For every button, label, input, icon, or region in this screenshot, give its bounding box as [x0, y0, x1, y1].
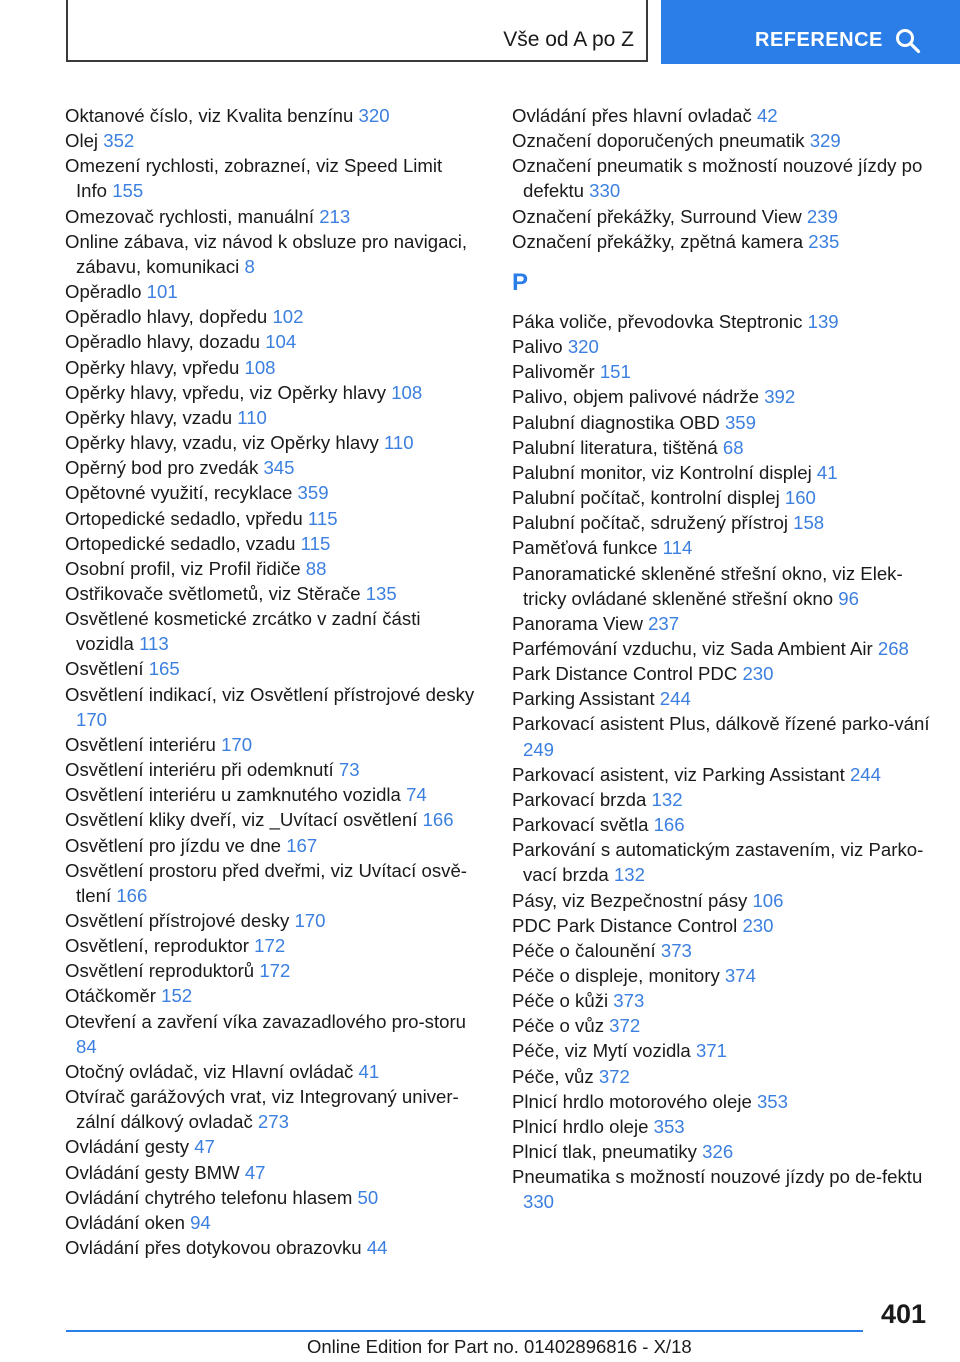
- index-entry: [65, 103, 477, 128]
- index-entry-page-link[interactable]: 359: [724, 411, 756, 433]
- index-entry-text: Online zábava, viz návod k obsluze pro navigaci, zábavu, komunikaci: [65, 230, 468, 277]
- index-entry: [512, 1013, 932, 1038]
- index-entry-text: Omezovač rychlosti, manuální: [65, 205, 315, 227]
- footer-edition-text: Online Edition for Part no. 01402896816 - X/18: [307, 1336, 692, 1357]
- index-entry: [65, 279, 477, 304]
- index-entry-text: Opěrky hlavy, vzadu, viz Opěrky hlavy: [65, 432, 379, 454]
- index-entry-page-link[interactable]: 108: [391, 381, 423, 403]
- index-entry-text: Paměťová funkce: [512, 537, 658, 559]
- index-entry-page-link[interactable]: 8: [244, 255, 255, 277]
- index-entry-page-link[interactable]: 320: [567, 336, 599, 358]
- index-entry-text: Plnicí tlak, pneumatiky: [512, 1141, 697, 1163]
- index-entry-page-link[interactable]: 371: [695, 1040, 727, 1062]
- index-entry-text: Ostřikovače světlometů, viz Stěrače: [65, 582, 361, 604]
- index-entry-page-link[interactable]: 155: [112, 180, 144, 202]
- index-entry: [65, 833, 477, 858]
- index-entry-page-link[interactable]: 330: [589, 180, 621, 202]
- reference-tab[interactable]: [661, 0, 960, 64]
- header-section-tab: [66, 0, 648, 62]
- index-entry-page-link[interactable]: 374: [724, 965, 756, 986]
- index-entry-text: Opěradlo hlavy, dopředu: [65, 306, 268, 328]
- index-entry-page-link[interactable]: 326: [702, 1141, 734, 1163]
- index-entry-text: Opěrky hlavy, vpředu, viz Opěrky hlavy: [65, 381, 387, 403]
- index-entry-page-link[interactable]: 353: [756, 1090, 788, 1112]
- index-entry: [512, 837, 932, 887]
- index-entry: [65, 531, 477, 556]
- index-entry-page-link[interactable]: 170: [76, 708, 108, 730]
- index-entry-text: Osvětlení přístrojové desky: [65, 910, 290, 931]
- index-entry: [512, 535, 932, 560]
- index-entry-page-link[interactable]: 73: [338, 759, 360, 781]
- index-entry-page-link[interactable]: 104: [265, 331, 297, 353]
- index-entry-text: Parkovací asistent, viz Parking Assistant: [512, 763, 845, 785]
- index-entry-page-link[interactable]: 50: [357, 1186, 379, 1208]
- index-entry: [65, 682, 477, 732]
- index-entry: [512, 988, 932, 1013]
- index-entry-page-link[interactable]: 114: [662, 537, 693, 559]
- index-entry: [512, 1038, 932, 1063]
- index-entry: [512, 435, 932, 460]
- index-entry-text: Omezení rychlosti, zobraznеí, viz Speed Limit Info: [65, 155, 443, 202]
- index-entry-page-link[interactable]: 166: [116, 884, 148, 906]
- index-entry-text: Palubní počítač, sdružený přístroj: [512, 512, 788, 534]
- index-entry: [512, 888, 932, 913]
- index-entry: [512, 334, 932, 359]
- index-entry: [65, 908, 477, 933]
- index-entry: [512, 963, 932, 988]
- index-entry: [65, 782, 477, 807]
- index-entry-page-link[interactable]: 135: [365, 582, 397, 604]
- section-letter: P: [512, 268, 529, 296]
- index-entry: [512, 938, 932, 963]
- index-entry-text: Parkovací asistent Plus, dálkově řízené parko-vání: [512, 713, 930, 735]
- index-entry: [65, 405, 477, 430]
- index-entry: [65, 128, 477, 153]
- index-entry-text: Osvětlení pro jízdu ve dne: [65, 834, 282, 856]
- index-entry-page-link[interactable]: 108: [244, 356, 276, 378]
- index-entry-page-link[interactable]: 132: [651, 788, 683, 810]
- index-entry: [512, 812, 932, 837]
- index-entry: [65, 606, 477, 656]
- index-entry-page-link[interactable]: 170: [221, 733, 253, 755]
- index-entry-text: Oktanové číslo, viz Kvalita benzínu: [65, 105, 354, 126]
- index-entry: [65, 858, 477, 908]
- index-entry: [65, 506, 477, 531]
- index-entry-page-link[interactable]: 268: [877, 637, 909, 659]
- index-entry: [65, 958, 477, 983]
- index-entry: [65, 480, 477, 505]
- index-entry-page-link[interactable]: 330: [523, 1191, 555, 1213]
- index-entry: [512, 1064, 932, 1089]
- index-entry-text: Označení pneumatik s možností nouzové jízdy po defektu: [512, 155, 923, 202]
- index-entry-text: Palubní počítač, kontrolní displej: [512, 487, 780, 509]
- index-entry: [65, 933, 477, 958]
- index-entry: [65, 1160, 477, 1185]
- index-entry-text: Panoramatické skleněné střešní okno, viz Elek-tricky ovládané skleněné střešní okno: [512, 562, 903, 609]
- index-entry: [512, 153, 932, 203]
- index-entry-text: Palubní literatura, tištěná: [512, 436, 718, 458]
- index-entry-text: Opěradlo hlavy, dozadu: [65, 331, 261, 353]
- index-entry-page-link[interactable]: 158: [793, 512, 825, 534]
- index-entry-text: Péče o kůži: [512, 990, 609, 1012]
- index-entry: [65, 355, 477, 380]
- index-entry-text: Opěradlo: [65, 281, 142, 303]
- index-entry-text: Péče o displeje, monitory: [512, 965, 720, 986]
- index-entry-text: Ovládání přes dotykovou obrazovku: [65, 1237, 362, 1259]
- index-entry: [512, 611, 932, 636]
- index-entry-text: Otevření a zavření víka zavazadlového pro-storu: [65, 1010, 467, 1032]
- index-entry-text: Plnicí hrdlo motorového oleje: [512, 1090, 752, 1112]
- index-entry: [65, 329, 477, 354]
- index-entry: [65, 153, 477, 203]
- index-entry-page-link[interactable]: 329: [809, 130, 841, 152]
- index-entry: [512, 1164, 932, 1214]
- index-entry: [65, 1084, 477, 1134]
- index-entry-text: Označení doporučených pneumatik: [512, 130, 805, 152]
- index-entry: [512, 1114, 932, 1139]
- index-entry-text: Palubní monitor, viz Kontrolní displej: [512, 461, 812, 483]
- index-entry: [65, 1185, 477, 1210]
- index-entry-text: Osvětlení: [65, 658, 144, 680]
- index-entry: [65, 430, 477, 455]
- index-entry-page-link[interactable]: 68: [722, 436, 744, 458]
- index-entry-page-link[interactable]: 132: [613, 864, 645, 886]
- index-entry-page-link[interactable]: 88: [305, 557, 327, 579]
- index-entry-page-link[interactable]: 110: [237, 406, 267, 428]
- index-entry-page-link[interactable]: 230: [742, 914, 774, 936]
- index-entry: [512, 229, 932, 254]
- index-entry-text: Otáčkoměr: [65, 985, 156, 1007]
- index-entry-text: Péče, vůz: [512, 1065, 594, 1087]
- index-entry-text: Osvětlení indikací, viz Osvětlení přístrojové desky: [65, 683, 475, 705]
- index-entry-page-link[interactable]: 320: [358, 105, 390, 126]
- index-entry-text: Osvětlení interiéru u zamknutého vozidla: [65, 784, 401, 806]
- footer-divider: [66, 1330, 863, 1332]
- index-entry-text: Palivo, objem palivové nádrže: [512, 386, 760, 408]
- index-entry: [512, 460, 932, 485]
- index-entry-text: Panorama View: [512, 612, 643, 634]
- index-entry-text: Parkování s automatickým zastavením, viz Parko-vací brzda: [512, 839, 924, 886]
- index-entry: [512, 762, 932, 787]
- index-entry-text: Otvírač garážových vrat, viz Integrovaný univer-zální dálkový ovladač: [65, 1086, 459, 1133]
- index-entry-text: Osvětlení, reproduktor: [65, 935, 249, 957]
- index-entry-text: Pásy, viz Bezpečnostní pásy: [512, 889, 748, 911]
- index-entry-page-link[interactable]: 373: [660, 939, 692, 961]
- index-entry-page-link[interactable]: 172: [254, 935, 286, 957]
- index-entry-page-link[interactable]: 373: [613, 990, 645, 1012]
- index-entry-text: Osvětlení interiéru při odemknutí: [65, 759, 334, 781]
- index-entry-text: Park Distance Control PDC: [512, 663, 738, 685]
- index-entry-text: PDC Park Distance Control: [512, 914, 738, 936]
- index-entry-page-link[interactable]: 152: [161, 985, 193, 1007]
- index-entry-page-link[interactable]: 166: [422, 809, 454, 831]
- index-entry: [512, 359, 932, 384]
- search-icon[interactable]: [895, 28, 921, 54]
- index-entry: [512, 787, 932, 812]
- index-entry: [512, 686, 932, 711]
- index-entry-page-link[interactable]: 47: [194, 1136, 215, 1158]
- index-entry-page-link[interactable]: 244: [659, 688, 691, 710]
- index-entry-text: Osvětlení kliky dveří, viz _Uvítací osvětlení: [65, 809, 418, 831]
- index-entry-page-link[interactable]: 106: [752, 889, 784, 911]
- index-entry-text: Pneumatika s možností nouzové jízdy po de-fektu: [512, 1166, 923, 1188]
- index-entry-page-link[interactable]: 160: [784, 487, 816, 509]
- index-entry-text: Péče o vůz: [512, 1015, 604, 1037]
- index-entry: [512, 309, 932, 334]
- index-entry-text: Péče o čalounění: [512, 939, 656, 961]
- index-entry-text: Palubní diagnostika OBD: [512, 411, 720, 433]
- index-entry-text: Opěrný bod pro zvedák: [65, 457, 259, 479]
- index-entry: [65, 1235, 477, 1260]
- index-entry: [65, 380, 477, 405]
- index-entry-page-link[interactable]: 166: [653, 814, 685, 836]
- index-entry-page-link[interactable]: 352: [103, 130, 135, 152]
- index-entry-page-link[interactable]: 44: [366, 1237, 388, 1259]
- index-entry-text: Ovládání gesty: [65, 1136, 190, 1158]
- index-entry-page-link[interactable]: 139: [807, 310, 839, 332]
- index-entry: [65, 304, 477, 329]
- index-entry-text: Ovládání gesty BMW: [65, 1161, 240, 1183]
- index-entry-text: Označení překážky, Surround View: [512, 205, 802, 227]
- index-entry: [512, 1139, 932, 1164]
- index-entry-page-link[interactable]: 392: [764, 386, 796, 408]
- index-entry-text: Parfémování vzduchu, viz Sada Ambient Air: [512, 637, 873, 659]
- index-column-left: [65, 103, 477, 1260]
- index-entry-text: Palivoměr: [512, 361, 595, 383]
- index-entry-text: Ortopedické sedadlo, vpředu: [65, 507, 303, 529]
- index-entry-page-link[interactable]: 41: [358, 1060, 380, 1082]
- index-entry-page-link[interactable]: 372: [598, 1065, 630, 1087]
- index-entry: [512, 204, 932, 229]
- index-entry: [512, 384, 932, 409]
- index-entry: [65, 1210, 477, 1235]
- index-entry-page-link[interactable]: 101: [146, 281, 178, 303]
- index-entry-text: Ovládání chytrého telefonu hlasem: [65, 1186, 353, 1208]
- index-entry-text: Osvětlení reproduktorů: [65, 960, 255, 982]
- index-entry: [65, 732, 477, 757]
- index-entry-text: Parkovací světla: [512, 814, 649, 836]
- index-entry-page-link[interactable]: 244: [849, 763, 881, 785]
- index-entry-page-link[interactable]: 151: [599, 361, 631, 383]
- index-entry: [512, 103, 932, 128]
- index-entry-text: Osvětlené kosmetické zrcátko v zadní části vozidla: [65, 608, 421, 655]
- index-entry-page-link[interactable]: 41: [816, 461, 838, 483]
- index-entry: [512, 1089, 932, 1114]
- index-entry: [65, 1134, 477, 1159]
- index-entry-text: Olej: [65, 130, 99, 152]
- section-title: Vše od A po Z: [503, 28, 634, 51]
- index-entry-text: Osvětlení prostoru před dveřmi, viz Uvítací osvě-tlení: [65, 859, 467, 906]
- index-entry: [65, 204, 477, 229]
- index-entry: [512, 711, 932, 761]
- index-entry-text: Páka voliče, převodovka Steptronic: [512, 310, 803, 332]
- index-entry: [65, 757, 477, 782]
- index-entry-page-link[interactable]: 84: [76, 1035, 97, 1057]
- index-entry-text: Plnicí hrdlo oleje: [512, 1115, 649, 1137]
- index-entry-text: Ovládání přes hlavní ovladač: [512, 105, 752, 126]
- index-entry-text: Označení překážky, zpětná kamera: [512, 230, 804, 252]
- index-entry-page-link[interactable]: 353: [653, 1115, 685, 1137]
- index-entry: [512, 913, 932, 938]
- index-entry: [65, 455, 477, 480]
- index-entry-text: Ortopedické sedadlo, vzadu: [65, 532, 296, 554]
- index-entry-text: Ovládání oken: [65, 1211, 185, 1233]
- index-entry-text: Palivo: [512, 336, 563, 358]
- index-entry-page-link[interactable]: 249: [523, 738, 555, 760]
- index-entry: [512, 485, 932, 510]
- index-entry-page-link[interactable]: 115: [300, 532, 331, 554]
- index-entry-page-link[interactable]: 372: [609, 1015, 641, 1037]
- index-entry-page-link[interactable]: 172: [259, 960, 291, 982]
- index-entry-page-link[interactable]: 237: [648, 612, 680, 634]
- index-entry-page-link[interactable]: 167: [286, 834, 318, 856]
- index-entry-page-link[interactable]: 165: [148, 658, 180, 680]
- index-entry-text: Opěrky hlavy, vzadu: [65, 406, 233, 428]
- index-entry-page-link[interactable]: 110: [383, 432, 414, 454]
- index-entry-page-link[interactable]: 273: [257, 1111, 289, 1133]
- index-entry-page-link[interactable]: 74: [406, 784, 427, 806]
- index-entry-text: Parking Assistant: [512, 688, 655, 710]
- index-entry: [512, 561, 932, 611]
- index-entry: [65, 229, 477, 279]
- index-entry: [65, 581, 477, 606]
- index-entry-text: Opěrky hlavy, vpředu: [65, 356, 240, 378]
- index-entry-text: Osobní profil, viz Profil řidiče: [65, 557, 301, 579]
- index-entry: [65, 807, 477, 832]
- index-entry-page-link[interactable]: 94: [190, 1211, 211, 1233]
- index-entry: [512, 636, 932, 661]
- index-entry-text: Osvětlení interiéru: [65, 733, 216, 755]
- index-entry-page-link[interactable]: 213: [319, 205, 351, 227]
- index-entry-page-link[interactable]: 235: [808, 230, 840, 252]
- index-entry-text: Otočný ovládač, viz Hlavní ovládač: [65, 1060, 354, 1082]
- index-entry-text: Parkovací brzda: [512, 788, 647, 810]
- index-entry-page-link[interactable]: 102: [272, 306, 304, 328]
- index-entry-page-link[interactable]: 230: [742, 663, 774, 685]
- index-entry-page-link[interactable]: 345: [263, 457, 295, 479]
- index-entry-page-link[interactable]: 359: [297, 482, 329, 504]
- index-entry-page-link[interactable]: 170: [294, 910, 326, 931]
- index-entry-page-link[interactable]: 113: [139, 633, 169, 655]
- index-entry-text: Opětovné využití, recyklace: [65, 482, 293, 504]
- index-entry-page-link[interactable]: 115: [307, 507, 338, 529]
- reference-tab-label: REFERENCE: [755, 29, 883, 51]
- index-entry: [512, 128, 932, 153]
- index-entry: [65, 983, 477, 1008]
- index-entry: [65, 1009, 477, 1059]
- index-entry: [65, 656, 477, 681]
- page-number: 401: [880, 1299, 926, 1329]
- index-entry-text: Péče, viz Mytí vozidla: [512, 1040, 691, 1062]
- index-entry-page-link[interactable]: 239: [806, 205, 838, 227]
- index-column-right: [512, 103, 932, 1215]
- index-entry: [65, 1059, 477, 1084]
- index-entry-page-link[interactable]: 47: [244, 1161, 266, 1183]
- index-entry: [512, 510, 932, 535]
- index-entry: [512, 661, 932, 686]
- index-entry-page-link[interactable]: 42: [756, 105, 778, 126]
- index-entry-page-link[interactable]: 96: [838, 587, 859, 609]
- index-entry: [512, 410, 932, 435]
- index-entry: [65, 556, 477, 581]
